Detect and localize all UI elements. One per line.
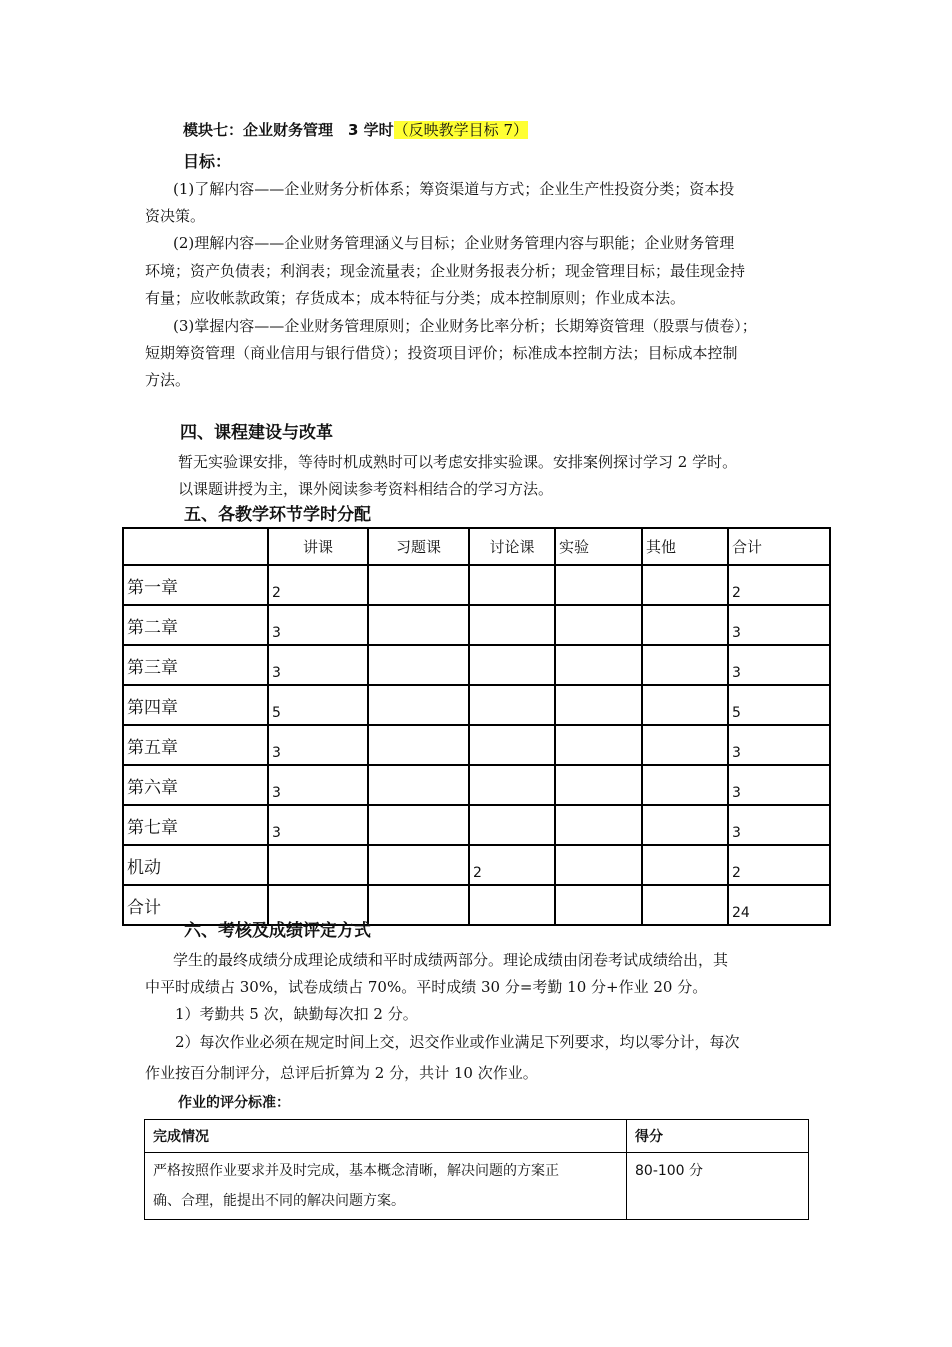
hours-cell (555, 845, 642, 885)
section6-item2-line1: 2）每次作业必须在规定时间上交，迟交作业或作业满足下列要求，均以零分计，每次 (175, 1033, 740, 1051)
hours-header-cell: 合计 (728, 528, 830, 565)
hours-cell (642, 685, 728, 725)
section6-p1-line2: 中平时成绩占 30%，试卷成绩占 70%。平时成绩 30 分=考勤 10 分+作业 20 分。 (145, 978, 708, 996)
module-title-text: 模块七：企业财务管理 3 学时 (183, 121, 394, 139)
hours-cell (642, 885, 728, 925)
hours-header-cell (123, 528, 268, 565)
total-cell: 3 (728, 605, 830, 645)
criteria-label: 作业的评分标准： (178, 1095, 290, 1111)
total-cell: 3 (728, 725, 830, 765)
hours-header-cell: 习题课 (368, 528, 469, 565)
grading-table (144, 1119, 809, 1220)
chapter-cell: 第一章 (123, 565, 268, 605)
hours-cell: 3 (268, 605, 368, 645)
grading-score-cell: 80-100 分 (627, 1153, 809, 1220)
module-title-highlight: （反映教学目标 7） (393, 121, 528, 139)
hours-cell (642, 805, 728, 845)
chapter-cell: 第三章 (123, 645, 268, 685)
hours-cell (469, 605, 555, 645)
section4-line2: 以课题讲授为主，课外阅读参考资料相结合的学习方法。 (178, 480, 554, 498)
hours-cell: 2 (268, 565, 368, 605)
chapter-cell: 第六章 (123, 765, 268, 805)
goal-p3-line1: (3)掌握内容——企业财务管理原则；企业财务比率分析；长期筹资管理（股票与债卷）； (173, 317, 757, 335)
hours-cell (642, 725, 728, 765)
section6-p1-line1: 学生的最终成绩分成理论成绩和平时成绩两部分。理论成绩由闭卷考试成绩给出，其 (173, 951, 729, 969)
hours-row (123, 645, 830, 685)
hours-row (123, 845, 830, 885)
hours-row (123, 565, 830, 605)
goal-p1-line1: (1)了解内容——企业财务分析体系；筹资渠道与方式；企业生产性投资分类；资本投 (173, 180, 735, 198)
module-title (183, 117, 528, 144)
hours-cell (555, 885, 642, 925)
total-cell: 3 (728, 805, 830, 845)
hours-cell (469, 725, 555, 765)
hours-cell (268, 845, 368, 885)
hours-cell (368, 725, 469, 765)
hours-cell (642, 765, 728, 805)
hours-cell (642, 605, 728, 645)
total-cell: 3 (728, 765, 830, 805)
hours-cell (368, 805, 469, 845)
grading-header-cell: 得分 (627, 1120, 809, 1153)
chapter-cell: 第五章 (123, 725, 268, 765)
goal-p2-line2: 环境；资产负债表；利润表；现金流量表；企业财务报表分析；现金管理目标；最佳现金持 (145, 262, 746, 280)
hours-cell (469, 885, 555, 925)
hours-header-row (123, 528, 830, 565)
hours-cell (368, 645, 469, 685)
hours-header-cell: 讲课 (268, 528, 368, 565)
chapter-cell: 第二章 (123, 605, 268, 645)
hours-cell (555, 565, 642, 605)
hours-cell (555, 765, 642, 805)
hours-cell: 3 (268, 645, 368, 685)
chapter-cell: 合计 (123, 885, 268, 925)
section6-heading: 六、考核及成绩评定方式 (184, 921, 371, 941)
section4-heading: 四、课程建设与改革 (180, 423, 333, 443)
chapter-cell: 第四章 (123, 685, 268, 725)
hours-cell: 3 (268, 765, 368, 805)
hours-cell (368, 885, 469, 925)
hours-row (123, 805, 830, 845)
hours-cell (555, 645, 642, 685)
hours-table (122, 527, 831, 926)
grading-desc-line: 确、合理，能提出不同的解决问题方案。 (153, 1193, 405, 1209)
goal-p1-line2: 资决策。 (145, 207, 206, 225)
hours-cell: 3 (268, 725, 368, 765)
hours-cell (368, 565, 469, 605)
chapter-cell: 第七章 (123, 805, 268, 845)
goal-p3-line2: 短期筹资管理（商业信用与银行借贷）；投资项目评价；标准成本控制方法；目标成本控制 (145, 344, 738, 362)
hours-cell (368, 685, 469, 725)
goal-p2-line1: (2)理解内容——企业财务管理涵义与目标；企业财务管理内容与职能；企业财务管理 (173, 234, 735, 252)
hours-header-cell: 讨论课 (469, 528, 555, 565)
hours-cell (642, 565, 728, 605)
total-cell: 3 (728, 645, 830, 685)
hours-header-cell: 实验 (555, 528, 642, 565)
hours-cell: 2 (469, 845, 555, 885)
chapter-cell: 机动 (123, 845, 268, 885)
section6-item1: 1）考勤共 5 次，缺勤每次扣 2 分。 (175, 1005, 418, 1023)
grading-desc-line: 严格按照作业要求并及时完成，基本概念清晰，解决问题的方案正 (153, 1163, 559, 1179)
section6-item2-line2: 作业按百分制评分，总评后折算为 2 分，共计 10 次作业。 (145, 1064, 538, 1082)
hours-cell (469, 645, 555, 685)
hours-cell (368, 765, 469, 805)
hours-cell (368, 845, 469, 885)
total-cell: 2 (728, 565, 830, 605)
hours-row (123, 605, 830, 645)
hours-row (123, 685, 830, 725)
hours-cell (555, 805, 642, 845)
goal-p3-line3: 方法。 (145, 371, 191, 389)
grading-header-row (145, 1120, 809, 1153)
hours-cell (555, 725, 642, 765)
goal-label: 目标： (183, 152, 232, 171)
total-cell: 24 (728, 885, 830, 925)
hours-cell (555, 605, 642, 645)
grading-header-cell: 完成情况 (145, 1120, 627, 1153)
section4-line1: 暂无实验课安排，等待时机成熟时可以考虑安排实验课。安排案例探讨学习 2 学时。 (178, 453, 738, 471)
hours-cell (469, 765, 555, 805)
hours-cell (469, 685, 555, 725)
hours-row (123, 765, 830, 805)
hours-cell (469, 565, 555, 605)
hours-cell (642, 645, 728, 685)
total-cell: 5 (728, 685, 830, 725)
hours-header-cell: 其他 (642, 528, 728, 565)
hours-cell: 5 (268, 685, 368, 725)
hours-cell: 3 (268, 805, 368, 845)
hours-cell (555, 685, 642, 725)
section5-heading: 五、各教学环节学时分配 (184, 505, 371, 525)
hours-row (123, 725, 830, 765)
grading-row (145, 1153, 809, 1220)
hours-cell (469, 805, 555, 845)
hours-cell (368, 605, 469, 645)
goal-p2-line3: 有量；应收帐款政策；存货成本；成本特征与分类；成本控制原则；作业成本法。 (145, 289, 686, 307)
hours-cell (642, 845, 728, 885)
total-cell: 2 (728, 845, 830, 885)
grading-desc-cell (145, 1153, 627, 1220)
